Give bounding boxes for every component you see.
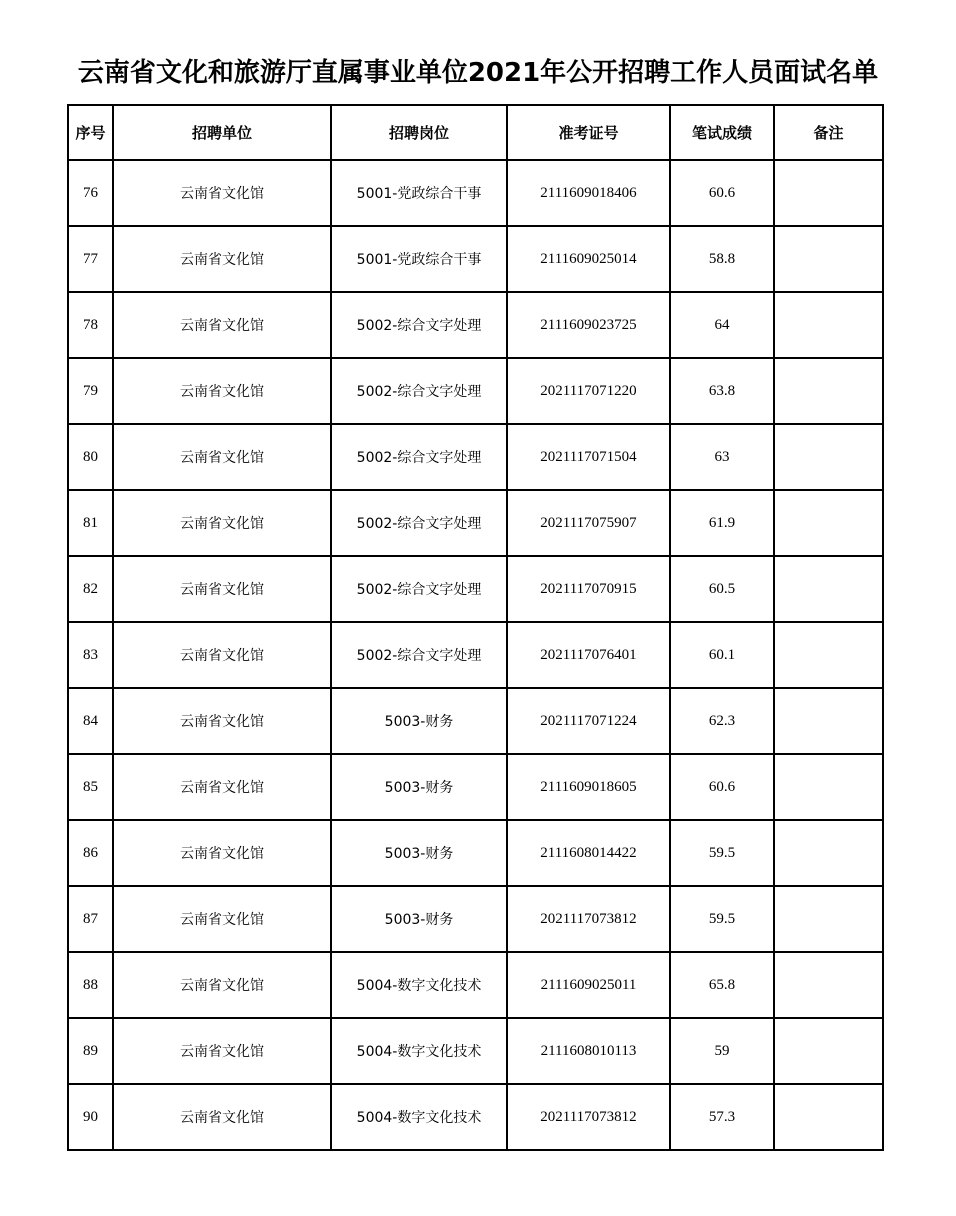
cell-remarks bbox=[774, 160, 883, 226]
cell-position: 5001-党政综合干事 bbox=[331, 226, 507, 292]
cell-seq: 87 bbox=[68, 886, 113, 952]
cell-remarks bbox=[774, 1018, 883, 1084]
cell-position: 5002-综合文字处理 bbox=[331, 358, 507, 424]
cell-unit: 云南省文化馆 bbox=[113, 1018, 331, 1084]
header-ticket-number: 准考证号 bbox=[507, 105, 670, 160]
cell-remarks bbox=[774, 1084, 883, 1150]
cell-seq: 89 bbox=[68, 1018, 113, 1084]
cell-position: 5002-综合文字处理 bbox=[331, 424, 507, 490]
cell-ticket-number: 2111609023725 bbox=[507, 292, 670, 358]
cell-unit: 云南省文化馆 bbox=[113, 292, 331, 358]
cell-ticket-number: 2021117075907 bbox=[507, 490, 670, 556]
cell-unit: 云南省文化馆 bbox=[113, 1084, 331, 1150]
cell-position: 5003-财务 bbox=[331, 688, 507, 754]
cell-remarks bbox=[774, 358, 883, 424]
cell-written-score: 58.8 bbox=[670, 226, 774, 292]
cell-position: 5003-财务 bbox=[331, 754, 507, 820]
cell-written-score: 59.5 bbox=[670, 820, 774, 886]
cell-seq: 79 bbox=[68, 358, 113, 424]
cell-ticket-number: 2021117071224 bbox=[507, 688, 670, 754]
cell-written-score: 60.1 bbox=[670, 622, 774, 688]
table-row bbox=[68, 160, 883, 226]
cell-remarks bbox=[774, 424, 883, 490]
cell-seq: 83 bbox=[68, 622, 113, 688]
table-row bbox=[68, 358, 883, 424]
cell-seq: 86 bbox=[68, 820, 113, 886]
table-row bbox=[68, 1018, 883, 1084]
cell-position: 5002-综合文字处理 bbox=[331, 622, 507, 688]
cell-seq: 76 bbox=[68, 160, 113, 226]
cell-ticket-number: 2021117073812 bbox=[507, 1084, 670, 1150]
cell-ticket-number: 2111609018406 bbox=[507, 160, 670, 226]
cell-unit: 云南省文化馆 bbox=[113, 754, 331, 820]
cell-ticket-number: 2111609025011 bbox=[507, 952, 670, 1018]
cell-ticket-number: 2111608014422 bbox=[507, 820, 670, 886]
cell-seq: 85 bbox=[68, 754, 113, 820]
cell-ticket-number: 2021117076401 bbox=[507, 622, 670, 688]
cell-seq: 78 bbox=[68, 292, 113, 358]
cell-ticket-number: 2021117073812 bbox=[507, 886, 670, 952]
cell-seq: 84 bbox=[68, 688, 113, 754]
cell-remarks bbox=[774, 952, 883, 1018]
cell-written-score: 64 bbox=[670, 292, 774, 358]
cell-written-score: 61.9 bbox=[670, 490, 774, 556]
cell-position: 5003-财务 bbox=[331, 886, 507, 952]
header-seq: 序号 bbox=[68, 105, 113, 160]
cell-unit: 云南省文化馆 bbox=[113, 886, 331, 952]
cell-position: 5002-综合文字处理 bbox=[331, 292, 507, 358]
cell-seq: 80 bbox=[68, 424, 113, 490]
cell-written-score: 63 bbox=[670, 424, 774, 490]
cell-remarks bbox=[774, 688, 883, 754]
cell-written-score: 60.5 bbox=[670, 556, 774, 622]
cell-remarks bbox=[774, 754, 883, 820]
cell-remarks bbox=[774, 226, 883, 292]
cell-position: 5004-数字文化技术 bbox=[331, 1018, 507, 1084]
cell-position: 5003-财务 bbox=[331, 820, 507, 886]
table-row bbox=[68, 1084, 883, 1150]
table-row bbox=[68, 622, 883, 688]
cell-unit: 云南省文化馆 bbox=[113, 358, 331, 424]
cell-written-score: 62.3 bbox=[670, 688, 774, 754]
cell-written-score: 65.8 bbox=[670, 952, 774, 1018]
cell-seq: 77 bbox=[68, 226, 113, 292]
cell-unit: 云南省文化馆 bbox=[113, 622, 331, 688]
interview-list-table bbox=[67, 104, 884, 1151]
cell-seq: 90 bbox=[68, 1084, 113, 1150]
cell-ticket-number: 2021117070915 bbox=[507, 556, 670, 622]
cell-unit: 云南省文化馆 bbox=[113, 820, 331, 886]
table-row bbox=[68, 490, 883, 556]
cell-ticket-number: 2021117071504 bbox=[507, 424, 670, 490]
cell-seq: 88 bbox=[68, 952, 113, 1018]
table-row bbox=[68, 226, 883, 292]
table-row bbox=[68, 754, 883, 820]
table-row bbox=[68, 424, 883, 490]
header-position: 招聘岗位 bbox=[331, 105, 507, 160]
table-header-row bbox=[68, 105, 883, 160]
table-row bbox=[68, 688, 883, 754]
header-remarks: 备注 bbox=[774, 105, 883, 160]
header-written-score: 笔试成绩 bbox=[670, 105, 774, 160]
table-row bbox=[68, 952, 883, 1018]
cell-ticket-number: 2111608010113 bbox=[507, 1018, 670, 1084]
cell-remarks bbox=[774, 622, 883, 688]
cell-written-score: 63.8 bbox=[670, 358, 774, 424]
table-row bbox=[68, 820, 883, 886]
cell-remarks bbox=[774, 292, 883, 358]
document-title: 云南省文化和旅游厅直属事业单位2021年公开招聘工作人员面试名单 bbox=[77, 58, 879, 88]
cell-ticket-number: 2021117071220 bbox=[507, 358, 670, 424]
cell-written-score: 59 bbox=[670, 1018, 774, 1084]
cell-remarks bbox=[774, 556, 883, 622]
cell-position: 5004-数字文化技术 bbox=[331, 952, 507, 1018]
cell-position: 5001-党政综合干事 bbox=[331, 160, 507, 226]
cell-ticket-number: 2111609018605 bbox=[507, 754, 670, 820]
cell-position: 5004-数字文化技术 bbox=[331, 1084, 507, 1150]
cell-remarks bbox=[774, 820, 883, 886]
table-row bbox=[68, 886, 883, 952]
header-unit: 招聘单位 bbox=[113, 105, 331, 160]
cell-written-score: 59.5 bbox=[670, 886, 774, 952]
cell-unit: 云南省文化馆 bbox=[113, 688, 331, 754]
cell-remarks bbox=[774, 886, 883, 952]
cell-unit: 云南省文化馆 bbox=[113, 226, 331, 292]
cell-unit: 云南省文化馆 bbox=[113, 952, 331, 1018]
table-row bbox=[68, 556, 883, 622]
cell-written-score: 60.6 bbox=[670, 160, 774, 226]
cell-seq: 81 bbox=[68, 490, 113, 556]
cell-position: 5002-综合文字处理 bbox=[331, 490, 507, 556]
cell-unit: 云南省文化馆 bbox=[113, 160, 331, 226]
cell-written-score: 57.3 bbox=[670, 1084, 774, 1150]
cell-position: 5002-综合文字处理 bbox=[331, 556, 507, 622]
cell-ticket-number: 2111609025014 bbox=[507, 226, 670, 292]
cell-unit: 云南省文化馆 bbox=[113, 490, 331, 556]
cell-seq: 82 bbox=[68, 556, 113, 622]
table-row bbox=[68, 292, 883, 358]
cell-written-score: 60.6 bbox=[670, 754, 774, 820]
cell-unit: 云南省文化馆 bbox=[113, 556, 331, 622]
cell-unit: 云南省文化馆 bbox=[113, 424, 331, 490]
cell-remarks bbox=[774, 490, 883, 556]
